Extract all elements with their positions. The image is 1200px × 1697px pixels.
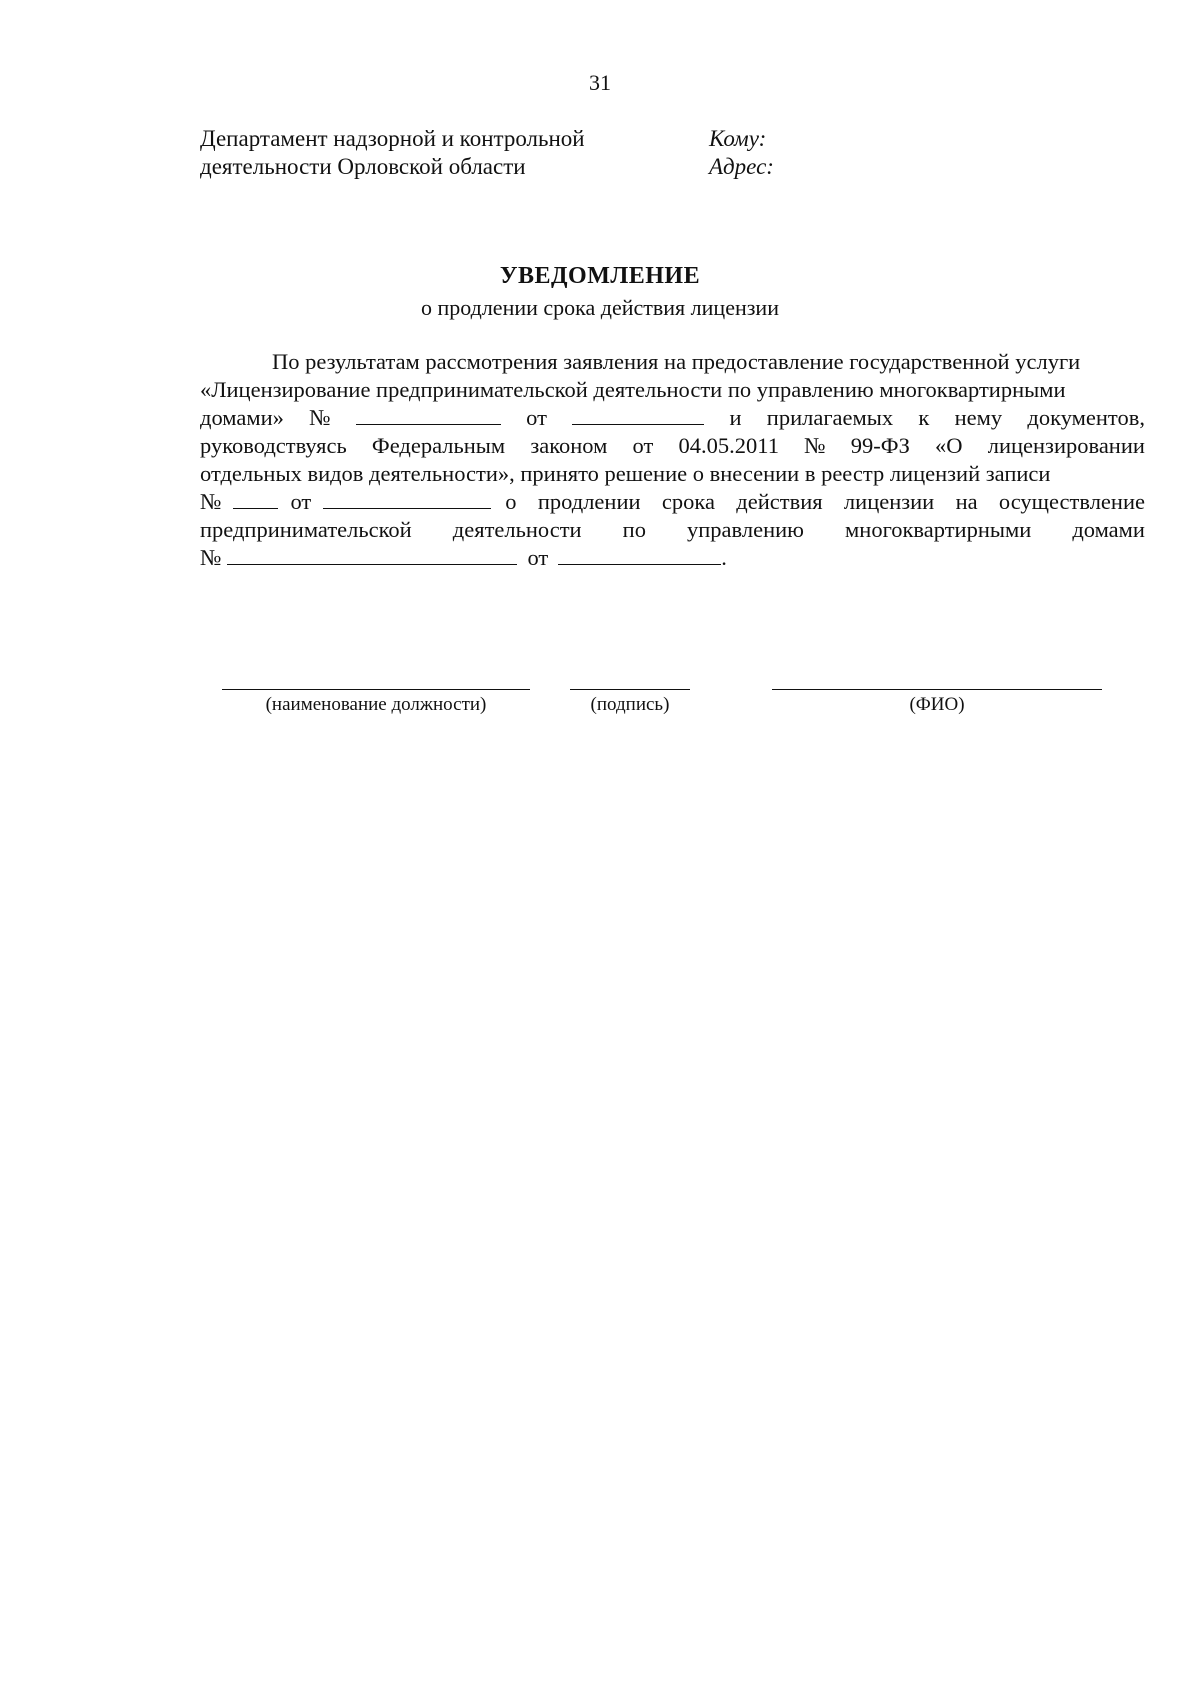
body-word: домами [1072, 517, 1145, 542]
period: . [721, 545, 727, 570]
body-word: от [632, 433, 654, 458]
recipient-address-label: Адрес: [709, 154, 774, 179]
body-word: лицензировании [987, 433, 1145, 458]
body-text-fragment: о продлении срока действия лицензии на осуществление [505, 489, 1145, 514]
position-label: (наименование должности) [265, 694, 487, 715]
license-date-blank[interactable] [558, 544, 721, 565]
recipient-to-label: Кому: [709, 126, 767, 151]
body-word: предпринимательской [200, 517, 412, 542]
number-sign: № [309, 405, 331, 430]
body-line-4 [200, 432, 1145, 460]
body-word: № [804, 433, 826, 458]
body-text-fragment: и [729, 405, 742, 430]
body-line-2-text: «Лицензирование предпринимательской деятельности по управлению многоквартирными [200, 377, 1066, 402]
document-title: УВЕДОМЛЕНИЕ [499, 263, 701, 289]
full-name-label: (ФИО) [909, 694, 965, 715]
body-word: Федеральным [371, 433, 506, 458]
signature-line[interactable] [570, 689, 690, 690]
document-subtitle: о продлении срока действия лицензии [421, 295, 779, 320]
body-word: 99-ФЗ [850, 433, 910, 458]
body-line-7 [200, 516, 1145, 544]
body-word: управлению [687, 517, 804, 542]
sender-block [200, 125, 585, 181]
body-text-fragment: домами» [200, 405, 284, 430]
from-word: от [290, 489, 312, 514]
registry-entry-number-blank[interactable] [233, 488, 278, 509]
body-line-8 [200, 544, 1145, 572]
body-text-fragment: к [918, 405, 930, 430]
page-number: 31 [589, 70, 611, 95]
number-sign: № [200, 489, 222, 514]
body-line-5 [200, 460, 1145, 488]
body-line-1: По результатам рассмотрения заявления на предоставление государственной услуги [272, 349, 1081, 374]
application-number-blank[interactable] [356, 404, 501, 425]
full-name-signature-line[interactable] [772, 689, 1102, 690]
body-word: законом [530, 433, 608, 458]
sender-line-1: Департамент надзорной и контрольной [200, 126, 585, 151]
body-line-6 [200, 488, 1145, 516]
body-line-2 [200, 376, 1145, 404]
from-word: от [527, 545, 549, 570]
application-date-blank[interactable] [572, 404, 704, 425]
recipient-block [709, 125, 774, 181]
registry-entry-date-blank[interactable] [323, 488, 491, 509]
sender-line-2: деятельности Орловской области [200, 154, 526, 179]
body-word: 04.05.2011 [678, 433, 779, 458]
notification-body [200, 348, 1145, 572]
from-word: от [526, 405, 547, 430]
body-word: многоквартирными [845, 517, 1032, 542]
body-word: руководствуясь [200, 433, 347, 458]
body-line-5-text: отдельных видов деятельности», принято решение о внесении в реестр лицензий записи [200, 461, 1051, 486]
body-word: деятельности [452, 517, 582, 542]
body-word: «О [935, 433, 963, 458]
license-number-blank[interactable] [227, 544, 517, 565]
body-text-fragment: нему [954, 405, 1003, 430]
body-text-fragment: прилагаемых [766, 405, 894, 430]
body-text-fragment: документов, [1027, 405, 1145, 430]
signature-label: (подпись) [590, 694, 670, 715]
number-sign: № [200, 545, 222, 570]
body-word: по [622, 517, 646, 542]
position-signature-line[interactable] [222, 689, 530, 690]
body-line-3 [200, 404, 1145, 432]
